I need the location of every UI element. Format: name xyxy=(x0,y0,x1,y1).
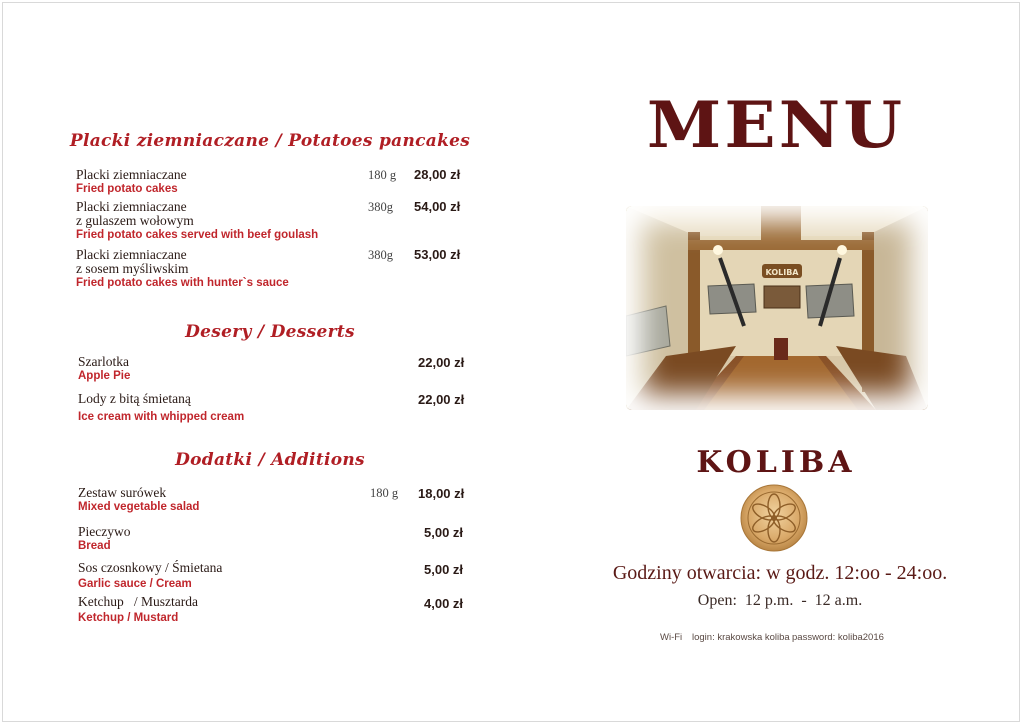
item-name: Placki ziemniaczane xyxy=(76,199,187,214)
wifi-login: login: krakowska koliba xyxy=(692,632,790,643)
wifi-password: password: koliba2016 xyxy=(792,632,884,643)
item-price: 22,00 zł xyxy=(418,392,465,407)
item-name-line2: z sosem myśliwskim xyxy=(76,261,189,276)
item-weight: 380g xyxy=(368,200,393,214)
item-translation: Ketchup / Mustard xyxy=(78,612,179,624)
menu-item xyxy=(76,200,318,242)
item-translation: Fried potato cakes xyxy=(76,183,178,195)
carved-rosette-icon xyxy=(740,484,808,552)
menu-item xyxy=(78,486,199,514)
item-price: 5,00 zł xyxy=(424,562,464,577)
item-name: Szarlotka xyxy=(78,354,129,369)
item-translation: Fried potato cakes served with beef goulash xyxy=(76,229,319,241)
menu-title: MENU xyxy=(646,88,906,163)
item-price: 54,00 zł xyxy=(414,199,461,214)
item-name: Lody z bitą śmietaną xyxy=(78,391,191,406)
interior-illustration xyxy=(626,206,928,410)
item-translation: Ice cream with whipped cream xyxy=(78,411,245,423)
opening-hours-en: Open: 12 p.m. - 12 a.m. xyxy=(697,592,863,609)
menu-item xyxy=(76,248,289,290)
restaurant-name: KOLIBA xyxy=(696,445,856,480)
item-name: Sos czosnkowy / Śmietana xyxy=(78,560,223,575)
item-price: 53,00 zł xyxy=(414,247,461,262)
menu-item xyxy=(78,355,130,383)
menu-item xyxy=(78,392,244,424)
item-price: 28,00 zł xyxy=(414,167,461,182)
item-price: 18,00 zł xyxy=(418,486,465,501)
item-weight: 380g xyxy=(368,248,393,262)
item-price: 22,00 zł xyxy=(418,355,465,370)
item-name: Ketchup / Musztarda xyxy=(78,594,198,609)
item-name: Zestaw surówek xyxy=(78,485,167,500)
item-translation: Apple Pie xyxy=(78,370,131,382)
opening-hours-pl: Godziny otwarcia: w godz. 12:oo - 24:oo. xyxy=(612,562,948,584)
item-translation: Garlic sauce / Cream xyxy=(78,578,192,590)
item-name: Pieczywo xyxy=(78,524,131,539)
menu-item xyxy=(78,525,130,553)
item-weight: 180 g xyxy=(370,486,399,500)
item-weight: 180 g xyxy=(368,168,397,182)
photo-sign-text: KOLIBA xyxy=(765,268,799,277)
item-price: 5,00 zł xyxy=(424,525,464,540)
section-title-pancakes: Placki ziemniaczane / Potatoes pancakes xyxy=(69,131,471,151)
section-title-additions: Dodatki / Additions xyxy=(175,450,365,470)
item-translation: Mixed vegetable salad xyxy=(78,501,200,513)
menu-item xyxy=(78,561,222,591)
menu-item xyxy=(78,595,198,625)
item-name-line2: z gulaszem wołowym xyxy=(76,213,194,228)
item-translation: Bread xyxy=(78,540,111,552)
item-name: Placki ziemniaczane xyxy=(76,167,187,182)
menu-item xyxy=(76,168,187,196)
item-price: 4,00 zł xyxy=(424,596,464,611)
item-name: Placki ziemniaczane xyxy=(76,247,187,262)
item-translation: Fried potato cakes with hunter`s sauce xyxy=(76,277,289,289)
restaurant-interior-photo xyxy=(626,206,928,410)
section-title-desserts: Desery / Desserts xyxy=(185,322,355,342)
wifi-label: Wi-Fi xyxy=(660,632,683,643)
